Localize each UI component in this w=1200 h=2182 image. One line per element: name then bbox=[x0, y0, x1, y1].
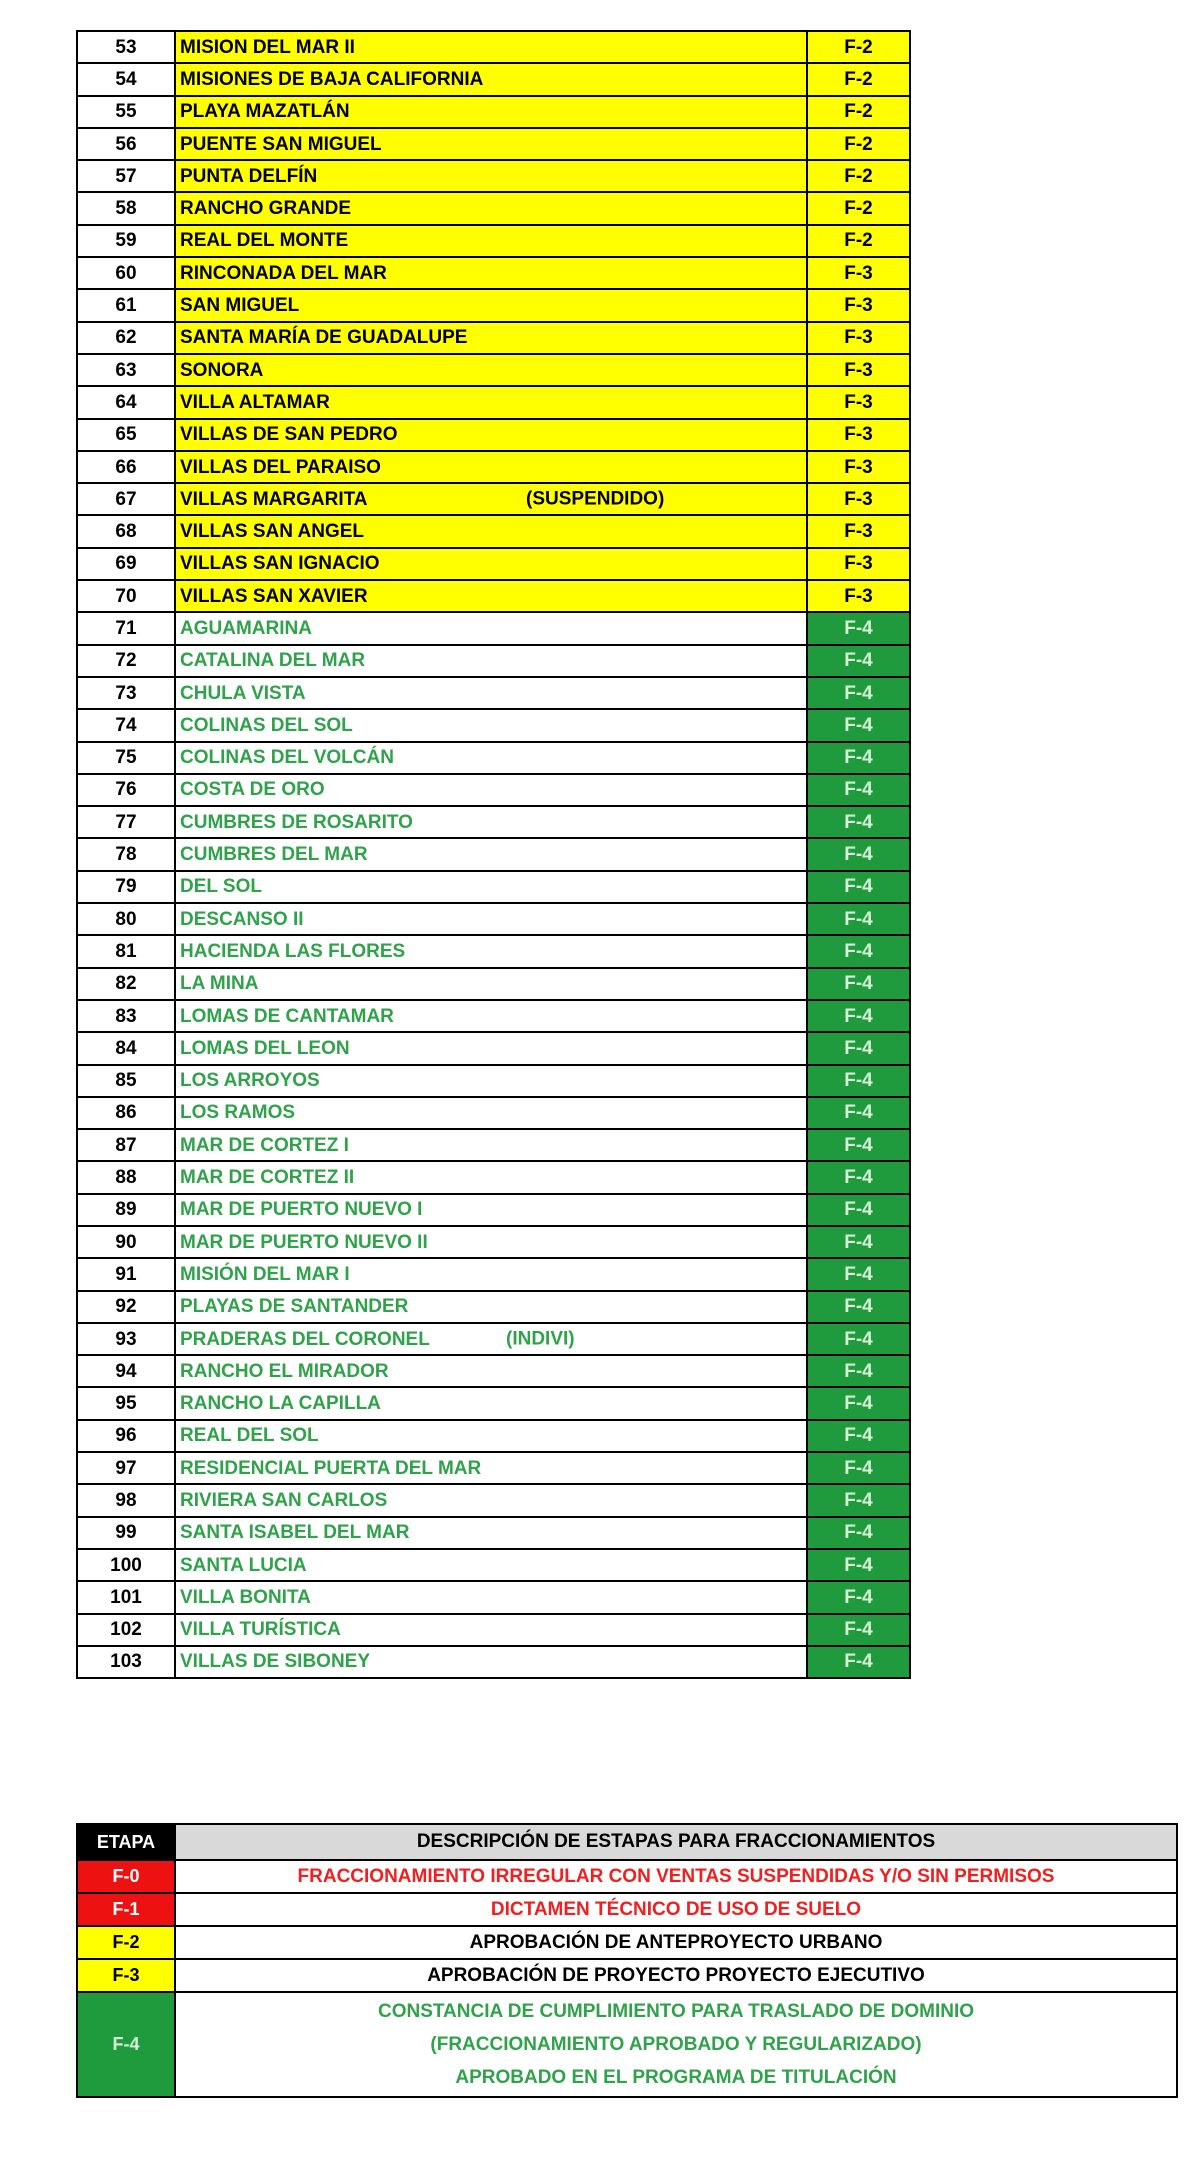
subdivision-name: MAR DE PUERTO NUEVO II bbox=[180, 1231, 428, 1253]
subdivision-name: RIVIERA SAN CARLOS bbox=[180, 1490, 388, 1511]
row-number: 81 bbox=[77, 935, 175, 967]
list-row bbox=[77, 774, 910, 806]
row-number: 91 bbox=[77, 1258, 175, 1290]
row-number: 92 bbox=[77, 1291, 175, 1323]
row-number: 66 bbox=[77, 451, 175, 483]
list-row bbox=[77, 1323, 910, 1355]
stage-badge: F-2 bbox=[807, 128, 910, 160]
row-name-cell bbox=[175, 1323, 807, 1355]
stage-badge: F-4 bbox=[807, 838, 910, 870]
list-row bbox=[77, 63, 910, 95]
list-row bbox=[77, 1484, 910, 1516]
row-name-cell bbox=[175, 774, 807, 806]
stage-badge: F-3 bbox=[807, 515, 910, 547]
list-row bbox=[77, 677, 910, 709]
legend-desc-f4-line3: APROBADO EN EL PROGRAMA DE TITULACIÓN bbox=[455, 2067, 897, 2088]
list-row bbox=[77, 580, 910, 612]
subdivision-name: CATALINA DEL MAR bbox=[180, 650, 366, 672]
row-number: 77 bbox=[77, 806, 175, 838]
list-row bbox=[77, 515, 910, 547]
list-row bbox=[77, 1000, 910, 1032]
stage-badge: F-3 bbox=[807, 483, 910, 515]
stage-badge: F-2 bbox=[807, 192, 910, 224]
row-number: 95 bbox=[77, 1387, 175, 1419]
stage-badge: F-3 bbox=[807, 580, 910, 612]
list-row bbox=[77, 128, 910, 160]
stage-badge: F-2 bbox=[807, 63, 910, 95]
row-name-cell bbox=[175, 1258, 807, 1290]
row-number: 74 bbox=[77, 709, 175, 741]
list-row bbox=[77, 612, 910, 644]
legend-desc-f4-line2: (FRACCIONAMIENTO APROBADO Y REGULARIZADO) bbox=[430, 2034, 922, 2055]
row-name-cell bbox=[175, 386, 807, 418]
row-number: 56 bbox=[77, 128, 175, 160]
row-name-cell bbox=[175, 1226, 807, 1258]
stage-badge: F-4 bbox=[807, 742, 910, 774]
legend-desc-f4 bbox=[175, 1992, 1177, 2097]
subdivision-name: SANTA LUCIA bbox=[180, 1554, 307, 1576]
row-number: 60 bbox=[77, 257, 175, 289]
row-number: 78 bbox=[77, 838, 175, 870]
row-number: 62 bbox=[77, 322, 175, 354]
row-note: (SUSPENDIDO) bbox=[526, 488, 665, 510]
row-name-cell bbox=[175, 1000, 807, 1032]
subdivision-list-body bbox=[77, 31, 910, 1678]
legend-header-row bbox=[77, 1824, 1177, 1860]
stage-badge: F-3 bbox=[807, 289, 910, 321]
stage-badge: F-3 bbox=[807, 419, 910, 451]
stage-badge: F-3 bbox=[807, 386, 910, 418]
list-row bbox=[77, 1032, 910, 1064]
stage-badge: F-4 bbox=[807, 1323, 910, 1355]
list-row bbox=[77, 1355, 910, 1387]
row-number: 101 bbox=[77, 1581, 175, 1613]
row-name-cell bbox=[175, 63, 807, 95]
row-number: 85 bbox=[77, 1065, 175, 1097]
row-name-cell bbox=[175, 419, 807, 451]
row-name-cell bbox=[175, 31, 807, 63]
subdivision-name: MISION DEL MAR II bbox=[180, 36, 355, 58]
row-number: 76 bbox=[77, 774, 175, 806]
legend-row-f4 bbox=[77, 1992, 1177, 2097]
row-name-cell bbox=[175, 1420, 807, 1452]
row-number: 102 bbox=[77, 1614, 175, 1646]
list-row bbox=[77, 1420, 910, 1452]
subdivision-name: VILLA ALTAMAR bbox=[180, 391, 330, 413]
list-row bbox=[77, 1194, 910, 1226]
subdivision-name: VILLAS SAN XAVIER bbox=[180, 585, 368, 607]
legend-row-f0 bbox=[77, 1860, 1177, 1893]
legend-row-f3 bbox=[77, 1959, 1177, 1992]
list-row bbox=[77, 968, 910, 1000]
subdivision-name: LOMAS DE CANTAMAR bbox=[180, 1005, 394, 1027]
row-name-cell bbox=[175, 742, 807, 774]
list-row bbox=[77, 386, 910, 418]
subdivision-name: RINCONADA DEL MAR bbox=[180, 262, 387, 284]
list-row bbox=[77, 96, 910, 128]
row-name-cell bbox=[175, 806, 807, 838]
row-note: (INDIVI) bbox=[506, 1328, 575, 1350]
list-row bbox=[77, 289, 910, 321]
stage-badge: F-4 bbox=[807, 871, 910, 903]
row-number: 97 bbox=[77, 1452, 175, 1484]
subdivision-name: SANTA ISABEL DEL MAR bbox=[180, 1522, 410, 1544]
list-row bbox=[77, 419, 910, 451]
stage-badge: F-4 bbox=[807, 645, 910, 677]
row-number: 103 bbox=[77, 1646, 175, 1678]
subdivision-name: PUENTE SAN MIGUEL bbox=[180, 133, 382, 155]
stage-badge: F-4 bbox=[807, 774, 910, 806]
legend-header-title: DESCRIPCIÓN DE ESTAPAS PARA FRACCIONAMIENTOS bbox=[175, 1824, 1177, 1860]
legend-desc-f4-line1: CONSTANCIA DE CUMPLIMIENTO PARA TRASLADO DE DOMINIO bbox=[377, 2001, 975, 2022]
list-row bbox=[77, 322, 910, 354]
row-name-cell bbox=[175, 257, 807, 289]
row-name-cell bbox=[175, 1387, 807, 1419]
row-number: 59 bbox=[77, 225, 175, 257]
row-name-cell bbox=[175, 289, 807, 321]
list-row bbox=[77, 742, 910, 774]
stage-badge: F-4 bbox=[807, 1129, 910, 1161]
subdivision-name: VILLAS SAN ANGEL bbox=[180, 521, 365, 543]
stage-badge: F-2 bbox=[807, 96, 910, 128]
list-row bbox=[77, 1097, 910, 1129]
subdivision-name: VILLAS SAN IGNACIO bbox=[180, 553, 380, 575]
list-row bbox=[77, 1129, 910, 1161]
row-name-cell bbox=[175, 1032, 807, 1064]
subdivision-name: PRADERAS DEL CORONEL bbox=[180, 1328, 430, 1350]
list-row bbox=[77, 160, 910, 192]
row-number: 63 bbox=[77, 354, 175, 386]
list-row bbox=[77, 1161, 910, 1193]
stage-badge: F-3 bbox=[807, 257, 910, 289]
subdivision-name: VILLA BONITA bbox=[180, 1586, 311, 1608]
row-number: 90 bbox=[77, 1226, 175, 1258]
stage-badge: F-4 bbox=[807, 968, 910, 1000]
row-name-cell bbox=[175, 580, 807, 612]
row-name-cell bbox=[175, 451, 807, 483]
list-row bbox=[77, 1065, 910, 1097]
row-number: 75 bbox=[77, 742, 175, 774]
list-row bbox=[77, 709, 910, 741]
row-number: 69 bbox=[77, 548, 175, 580]
legend-header-code: ETAPA bbox=[77, 1824, 175, 1860]
subdivision-name: VILLA TURÍSTICA bbox=[180, 1619, 341, 1641]
list-row bbox=[77, 935, 910, 967]
stage-badge: F-4 bbox=[807, 709, 910, 741]
row-number: 82 bbox=[77, 968, 175, 1000]
row-number: 98 bbox=[77, 1484, 175, 1516]
row-name-cell bbox=[175, 1194, 807, 1226]
subdivision-name: SANTA MARÍA DE GUADALUPE bbox=[180, 327, 468, 349]
subdivision-name: RANCHO GRANDE bbox=[180, 198, 351, 220]
row-number: 68 bbox=[77, 515, 175, 547]
legend-desc-f2: APROBACIÓN DE ANTEPROYECTO URBANO bbox=[175, 1926, 1177, 1959]
subdivision-name: MISIONES DE BAJA CALIFORNIA bbox=[180, 68, 484, 90]
stage-badge: F-4 bbox=[807, 1032, 910, 1064]
row-number: 88 bbox=[77, 1161, 175, 1193]
subdivision-name: VILLAS DE SAN PEDRO bbox=[180, 424, 398, 446]
row-name-cell bbox=[175, 677, 807, 709]
stage-badge: F-4 bbox=[807, 1258, 910, 1290]
stage-badge: F-4 bbox=[807, 612, 910, 644]
row-number: 65 bbox=[77, 419, 175, 451]
stage-badge: F-4 bbox=[807, 935, 910, 967]
stage-badge: F-4 bbox=[807, 1646, 910, 1678]
row-number: 61 bbox=[77, 289, 175, 321]
subdivision-name: SAN MIGUEL bbox=[180, 295, 300, 317]
subdivision-name: RANCHO EL MIRADOR bbox=[180, 1360, 389, 1382]
row-name-cell bbox=[175, 709, 807, 741]
stage-badge: F-3 bbox=[807, 548, 910, 580]
subdivision-name: AGUAMARINA bbox=[180, 617, 312, 639]
subdivision-name: MISIÓN DEL MAR I bbox=[180, 1263, 350, 1285]
subdivision-name: VILLAS MARGARITA bbox=[180, 488, 368, 510]
row-number: 53 bbox=[77, 31, 175, 63]
list-row bbox=[77, 1581, 910, 1613]
list-row bbox=[77, 1387, 910, 1419]
row-name-cell bbox=[175, 96, 807, 128]
row-name-cell bbox=[175, 192, 807, 224]
list-row bbox=[77, 903, 910, 935]
row-name-cell bbox=[175, 838, 807, 870]
subdivision-name: PLAYAS DE SANTANDER bbox=[180, 1296, 409, 1318]
stage-badge: F-4 bbox=[807, 1065, 910, 1097]
row-name-cell bbox=[175, 515, 807, 547]
row-name-cell bbox=[175, 1549, 807, 1581]
row-name-cell bbox=[175, 1614, 807, 1646]
subdivision-name: LOMAS DEL LEON bbox=[180, 1037, 350, 1059]
stage-badge: F-3 bbox=[807, 322, 910, 354]
row-name-cell bbox=[175, 1646, 807, 1678]
stage-badge: F-4 bbox=[807, 1291, 910, 1323]
list-row bbox=[77, 31, 910, 63]
list-row bbox=[77, 257, 910, 289]
row-name-cell bbox=[175, 968, 807, 1000]
row-name-cell bbox=[175, 483, 807, 515]
row-number: 93 bbox=[77, 1323, 175, 1355]
list-row bbox=[77, 1291, 910, 1323]
list-row bbox=[77, 1452, 910, 1484]
stage-badge: F-4 bbox=[807, 1517, 910, 1549]
stage-badge: F-4 bbox=[807, 1194, 910, 1226]
row-number: 99 bbox=[77, 1517, 175, 1549]
row-number: 94 bbox=[77, 1355, 175, 1387]
subdivision-name: LA MINA bbox=[180, 973, 259, 995]
list-row bbox=[77, 451, 910, 483]
row-name-cell bbox=[175, 322, 807, 354]
legend-desc-f0: FRACCIONAMIENTO IRREGULAR CON VENTAS SUSPENDIDAS Y/O SIN PERMISOS bbox=[175, 1860, 1177, 1893]
legend-desc-f3: APROBACIÓN DE PROYECTO PROYECTO EJECUTIVO bbox=[175, 1959, 1177, 1992]
stage-badge: F-4 bbox=[807, 1161, 910, 1193]
row-number: 58 bbox=[77, 192, 175, 224]
subdivision-name: REAL DEL MONTE bbox=[180, 230, 349, 252]
row-name-cell bbox=[175, 1129, 807, 1161]
subdivision-name: CUMBRES DEL MAR bbox=[180, 844, 368, 866]
row-name-cell bbox=[175, 903, 807, 935]
list-row bbox=[77, 645, 910, 677]
list-row bbox=[77, 1226, 910, 1258]
stage-legend-table bbox=[76, 1823, 1178, 2098]
stage-badge: F-3 bbox=[807, 354, 910, 386]
row-number: 71 bbox=[77, 612, 175, 644]
subdivision-name: MAR DE PUERTO NUEVO I bbox=[180, 1199, 423, 1221]
row-number: 89 bbox=[77, 1194, 175, 1226]
list-row bbox=[77, 354, 910, 386]
row-number: 55 bbox=[77, 96, 175, 128]
subdivision-name: VILLAS DE SIBONEY bbox=[180, 1651, 371, 1673]
row-name-cell bbox=[175, 935, 807, 967]
subdivision-name: RESIDENCIAL PUERTA DEL MAR bbox=[180, 1457, 482, 1479]
subdivision-name: CUMBRES DE ROSARITO bbox=[180, 811, 413, 833]
row-number: 79 bbox=[77, 871, 175, 903]
stage-badge: F-4 bbox=[807, 1549, 910, 1581]
legend-code-f4: F-4 bbox=[77, 1992, 175, 2097]
row-name-cell bbox=[175, 1291, 807, 1323]
subdivision-name: MAR DE CORTEZ II bbox=[180, 1167, 355, 1189]
list-row bbox=[77, 1646, 910, 1678]
legend-code-f2: F-2 bbox=[77, 1926, 175, 1959]
subdivision-name: MAR DE CORTEZ I bbox=[180, 1134, 349, 1156]
row-number: 96 bbox=[77, 1420, 175, 1452]
row-name-cell bbox=[175, 871, 807, 903]
subdivision-name: CHULA VISTA bbox=[180, 682, 306, 704]
stage-badge: F-4 bbox=[807, 1355, 910, 1387]
subdivision-name: COSTA DE ORO bbox=[180, 779, 325, 801]
subdivision-name: HACIENDA LAS FLORES bbox=[180, 940, 406, 962]
subdivision-name: LOS RAMOS bbox=[180, 1102, 296, 1124]
row-name-cell bbox=[175, 548, 807, 580]
row-number: 67 bbox=[77, 483, 175, 515]
list-row bbox=[77, 871, 910, 903]
row-number: 70 bbox=[77, 580, 175, 612]
row-number: 72 bbox=[77, 645, 175, 677]
row-name-cell bbox=[175, 354, 807, 386]
row-number: 100 bbox=[77, 1549, 175, 1581]
row-number: 80 bbox=[77, 903, 175, 935]
row-name-cell bbox=[175, 1452, 807, 1484]
subdivision-name: LOS ARROYOS bbox=[180, 1070, 320, 1092]
legend-desc-f1: DICTAMEN TÉCNICO DE USO DE SUELO bbox=[175, 1893, 1177, 1926]
stage-badge: F-4 bbox=[807, 1614, 910, 1646]
row-number: 87 bbox=[77, 1129, 175, 1161]
row-name-cell bbox=[175, 1161, 807, 1193]
subdivision-name: COLINAS DEL VOLCÁN bbox=[180, 747, 394, 769]
list-row bbox=[77, 1549, 910, 1581]
row-number: 64 bbox=[77, 386, 175, 418]
list-row bbox=[77, 1614, 910, 1646]
stage-badge: F-4 bbox=[807, 677, 910, 709]
subdivision-list-table bbox=[76, 30, 911, 1679]
legend-code-f1: F-1 bbox=[77, 1893, 175, 1926]
row-number: 83 bbox=[77, 1000, 175, 1032]
subdivision-name: REAL DEL SOL bbox=[180, 1425, 319, 1447]
row-name-cell bbox=[175, 1355, 807, 1387]
stage-badge: F-2 bbox=[807, 225, 910, 257]
legend-code-f3: F-3 bbox=[77, 1959, 175, 1992]
stage-badge: F-4 bbox=[807, 1387, 910, 1419]
subdivision-name: SONORA bbox=[180, 359, 264, 381]
list-row bbox=[77, 192, 910, 224]
stage-badge: F-4 bbox=[807, 1226, 910, 1258]
row-number: 86 bbox=[77, 1097, 175, 1129]
row-name-cell bbox=[175, 1517, 807, 1549]
stage-badge: F-4 bbox=[807, 1000, 910, 1032]
stage-badge: F-2 bbox=[807, 160, 910, 192]
row-name-cell bbox=[175, 612, 807, 644]
subdivision-name: VILLAS DEL PARAISO bbox=[180, 456, 381, 478]
row-number: 73 bbox=[77, 677, 175, 709]
subdivision-name: DESCANSO II bbox=[180, 908, 304, 930]
list-row bbox=[77, 225, 910, 257]
row-number: 54 bbox=[77, 63, 175, 95]
row-name-cell bbox=[175, 1097, 807, 1129]
list-row bbox=[77, 548, 910, 580]
legend-code-f0: F-0 bbox=[77, 1860, 175, 1893]
subdivision-name: PUNTA DELFÍN bbox=[180, 165, 318, 187]
row-name-cell bbox=[175, 160, 807, 192]
stage-badge: F-4 bbox=[807, 903, 910, 935]
list-row bbox=[77, 483, 910, 515]
stage-badge: F-2 bbox=[807, 31, 910, 63]
legend-row-f1 bbox=[77, 1893, 1177, 1926]
stage-badge: F-4 bbox=[807, 1484, 910, 1516]
row-name-cell bbox=[175, 225, 807, 257]
row-name-cell bbox=[175, 1065, 807, 1097]
stage-badge: F-4 bbox=[807, 806, 910, 838]
subdivision-name: PLAYA MAZATLÁN bbox=[180, 101, 350, 123]
row-number: 84 bbox=[77, 1032, 175, 1064]
row-name-cell bbox=[175, 645, 807, 677]
subdivision-name: RANCHO LA CAPILLA bbox=[180, 1393, 381, 1415]
stage-badge: F-3 bbox=[807, 451, 910, 483]
stage-badge: F-4 bbox=[807, 1420, 910, 1452]
stage-badge: F-4 bbox=[807, 1452, 910, 1484]
row-name-cell bbox=[175, 1581, 807, 1613]
row-name-cell bbox=[175, 128, 807, 160]
subdivision-name: DEL SOL bbox=[180, 876, 262, 898]
legend-row-f2 bbox=[77, 1926, 1177, 1959]
row-number: 57 bbox=[77, 160, 175, 192]
subdivision-name: COLINAS DEL SOL bbox=[180, 714, 353, 736]
list-row bbox=[77, 806, 910, 838]
list-row bbox=[77, 1258, 910, 1290]
list-row bbox=[77, 838, 910, 870]
row-name-cell bbox=[175, 1484, 807, 1516]
list-row bbox=[77, 1517, 910, 1549]
stage-badge: F-4 bbox=[807, 1581, 910, 1613]
stage-badge: F-4 bbox=[807, 1097, 910, 1129]
